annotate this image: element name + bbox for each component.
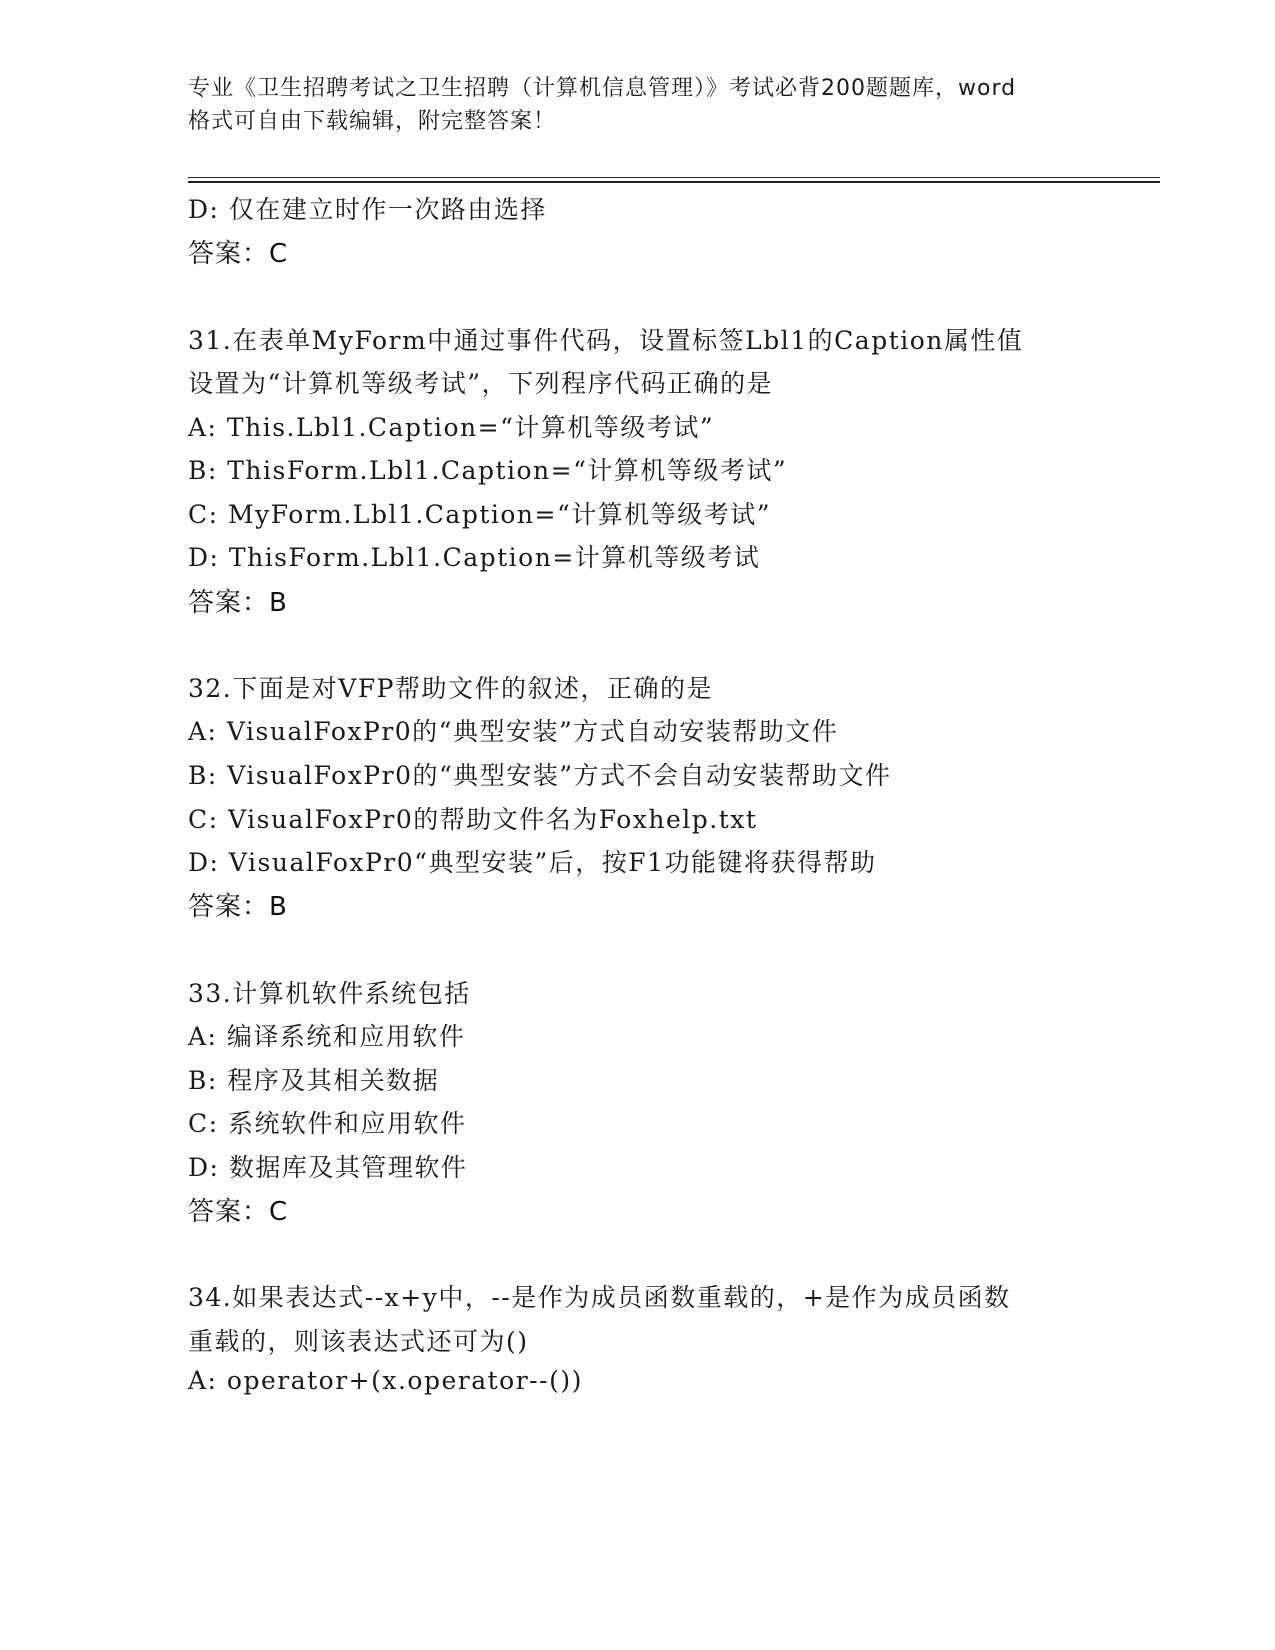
q32-option-a: A: VisualFoxPr0的“典型安装”方式自动安装帮助文件: [188, 717, 839, 746]
q34-stem-line-1: 34.如果表达式--x+y中，--是作为成员函数重载的，+是作为成员函数: [188, 1283, 1011, 1312]
q33-option-a: A: 编译系统和应用软件: [188, 1022, 466, 1051]
q32-stem-line-1: 32.下面是对VFP帮助文件的叙述，正确的是: [188, 674, 713, 703]
q31-option-d: D: ThisForm.Lbl1.Caption=计算机等级考试: [188, 543, 761, 572]
q34-stem-line-2: 重载的，则该表达式还可为(): [188, 1327, 529, 1356]
q31-stem-line-2: 设置为“计算机等级考试”，下列程序代码正确的是: [188, 369, 774, 398]
q33-stem-line-1: 33.计算机软件系统包括: [188, 979, 471, 1008]
header-line-2: 格式可自由下载编辑，附完整答案！: [188, 109, 557, 134]
header-divider-thick: [188, 181, 1160, 183]
q34-option-a: A: operator+(x.operator--()): [188, 1366, 583, 1395]
q32-option-c: C: VisualFoxPr0的帮助文件名为Foxhelp.txt: [188, 805, 758, 834]
q30-answer: 答案：C: [188, 239, 289, 269]
q32-option-b: B: VisualFoxPr0的“典型安装”方式不会自动安装帮助文件: [188, 761, 892, 790]
q33-option-c: C: 系统软件和应用软件: [188, 1109, 467, 1138]
q31-option-b: B: ThisForm.Lbl1.Caption=“计算机等级考试”: [188, 456, 788, 485]
q33-answer: 答案：C: [188, 1197, 289, 1227]
q31-answer: 答案：B: [188, 588, 288, 618]
q33-option-b: B: 程序及其相关数据: [188, 1066, 440, 1095]
document-header: [188, 72, 1088, 138]
q31-option-c: C: MyForm.Lbl1.Caption=“计算机等级考试”: [188, 500, 772, 529]
q33-option-d: D: 数据库及其管理软件: [188, 1153, 468, 1182]
header-divider-thin: [188, 177, 1160, 178]
q31-stem-line-1: 31.在表单MyForm中通过事件代码，设置标签Lbl1的Caption属性值: [188, 326, 1024, 355]
header-line-1: 专业《卫生招聘考试之卫生招聘（计算机信息管理）》考试必背200题题库，word: [188, 76, 1017, 101]
q31-option-a: A: This.Lbl1.Caption=“计算机等级考试”: [188, 413, 715, 442]
q30-option-d: D: 仅在建立时作一次路由选择: [188, 195, 547, 224]
q32-option-d: D: VisualFoxPr0“典型安装”后，按F1功能键将获得帮助: [188, 848, 877, 877]
q32-answer: 答案：B: [188, 892, 288, 922]
